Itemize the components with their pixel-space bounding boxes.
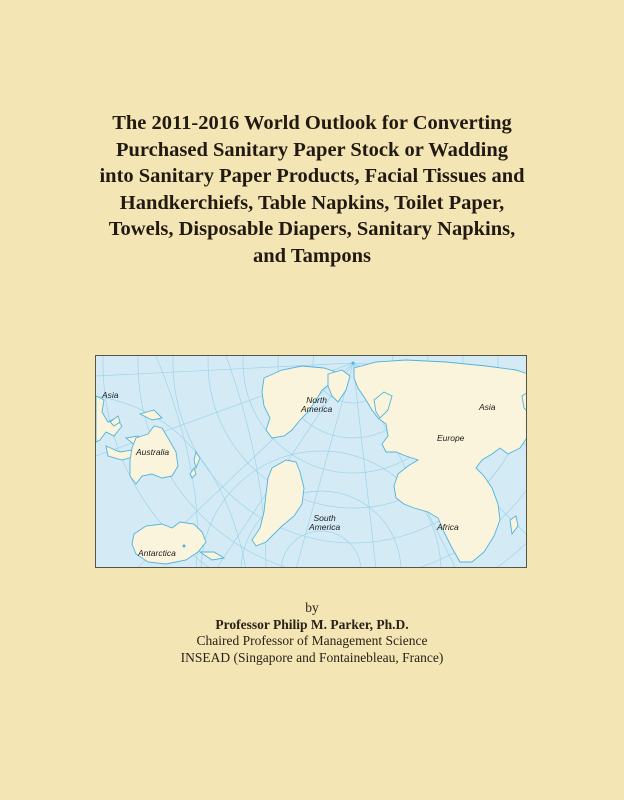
map-label-europe: Europe <box>437 433 465 443</box>
title-line: Handkerchiefs, Table Napkins, Toilet Paper, <box>119 191 505 214</box>
title-line: Towels, Disposable Diapers, Sanitary Napkins, <box>108 218 516 241</box>
title-line: The 2011-2016 World Outlook for Converting <box>112 112 512 134</box>
byline <box>0 600 624 666</box>
map-label-africa: Africa <box>437 522 459 532</box>
map-label-asia-west: Asia <box>102 390 119 400</box>
map-label-australia: Australia <box>136 447 170 457</box>
title-line: into Sanitary Paper Products, Facial Tissues and <box>99 165 525 188</box>
world-map-graphic <box>96 356 527 568</box>
author-position: Chaired Professor of Management Science <box>196 633 428 648</box>
byline-by: by <box>305 600 319 615</box>
map-label-south-america: South America <box>309 513 341 532</box>
author-institution: INSEAD (Singapore and Fontainebleau, France) <box>180 649 444 665</box>
title-line: and Tampons <box>253 244 371 267</box>
author-name: Professor Philip M. Parker, Ph.D. <box>215 616 409 632</box>
title-line: Purchased Sanitary Paper Stock or Wadding <box>115 138 509 161</box>
map-label-north-america: North America <box>301 395 333 414</box>
world-map <box>95 355 527 568</box>
book-title <box>0 110 624 270</box>
map-label-asia-east: Asia <box>479 402 496 412</box>
map-label-antarctica: Antarctica <box>138 548 176 558</box>
